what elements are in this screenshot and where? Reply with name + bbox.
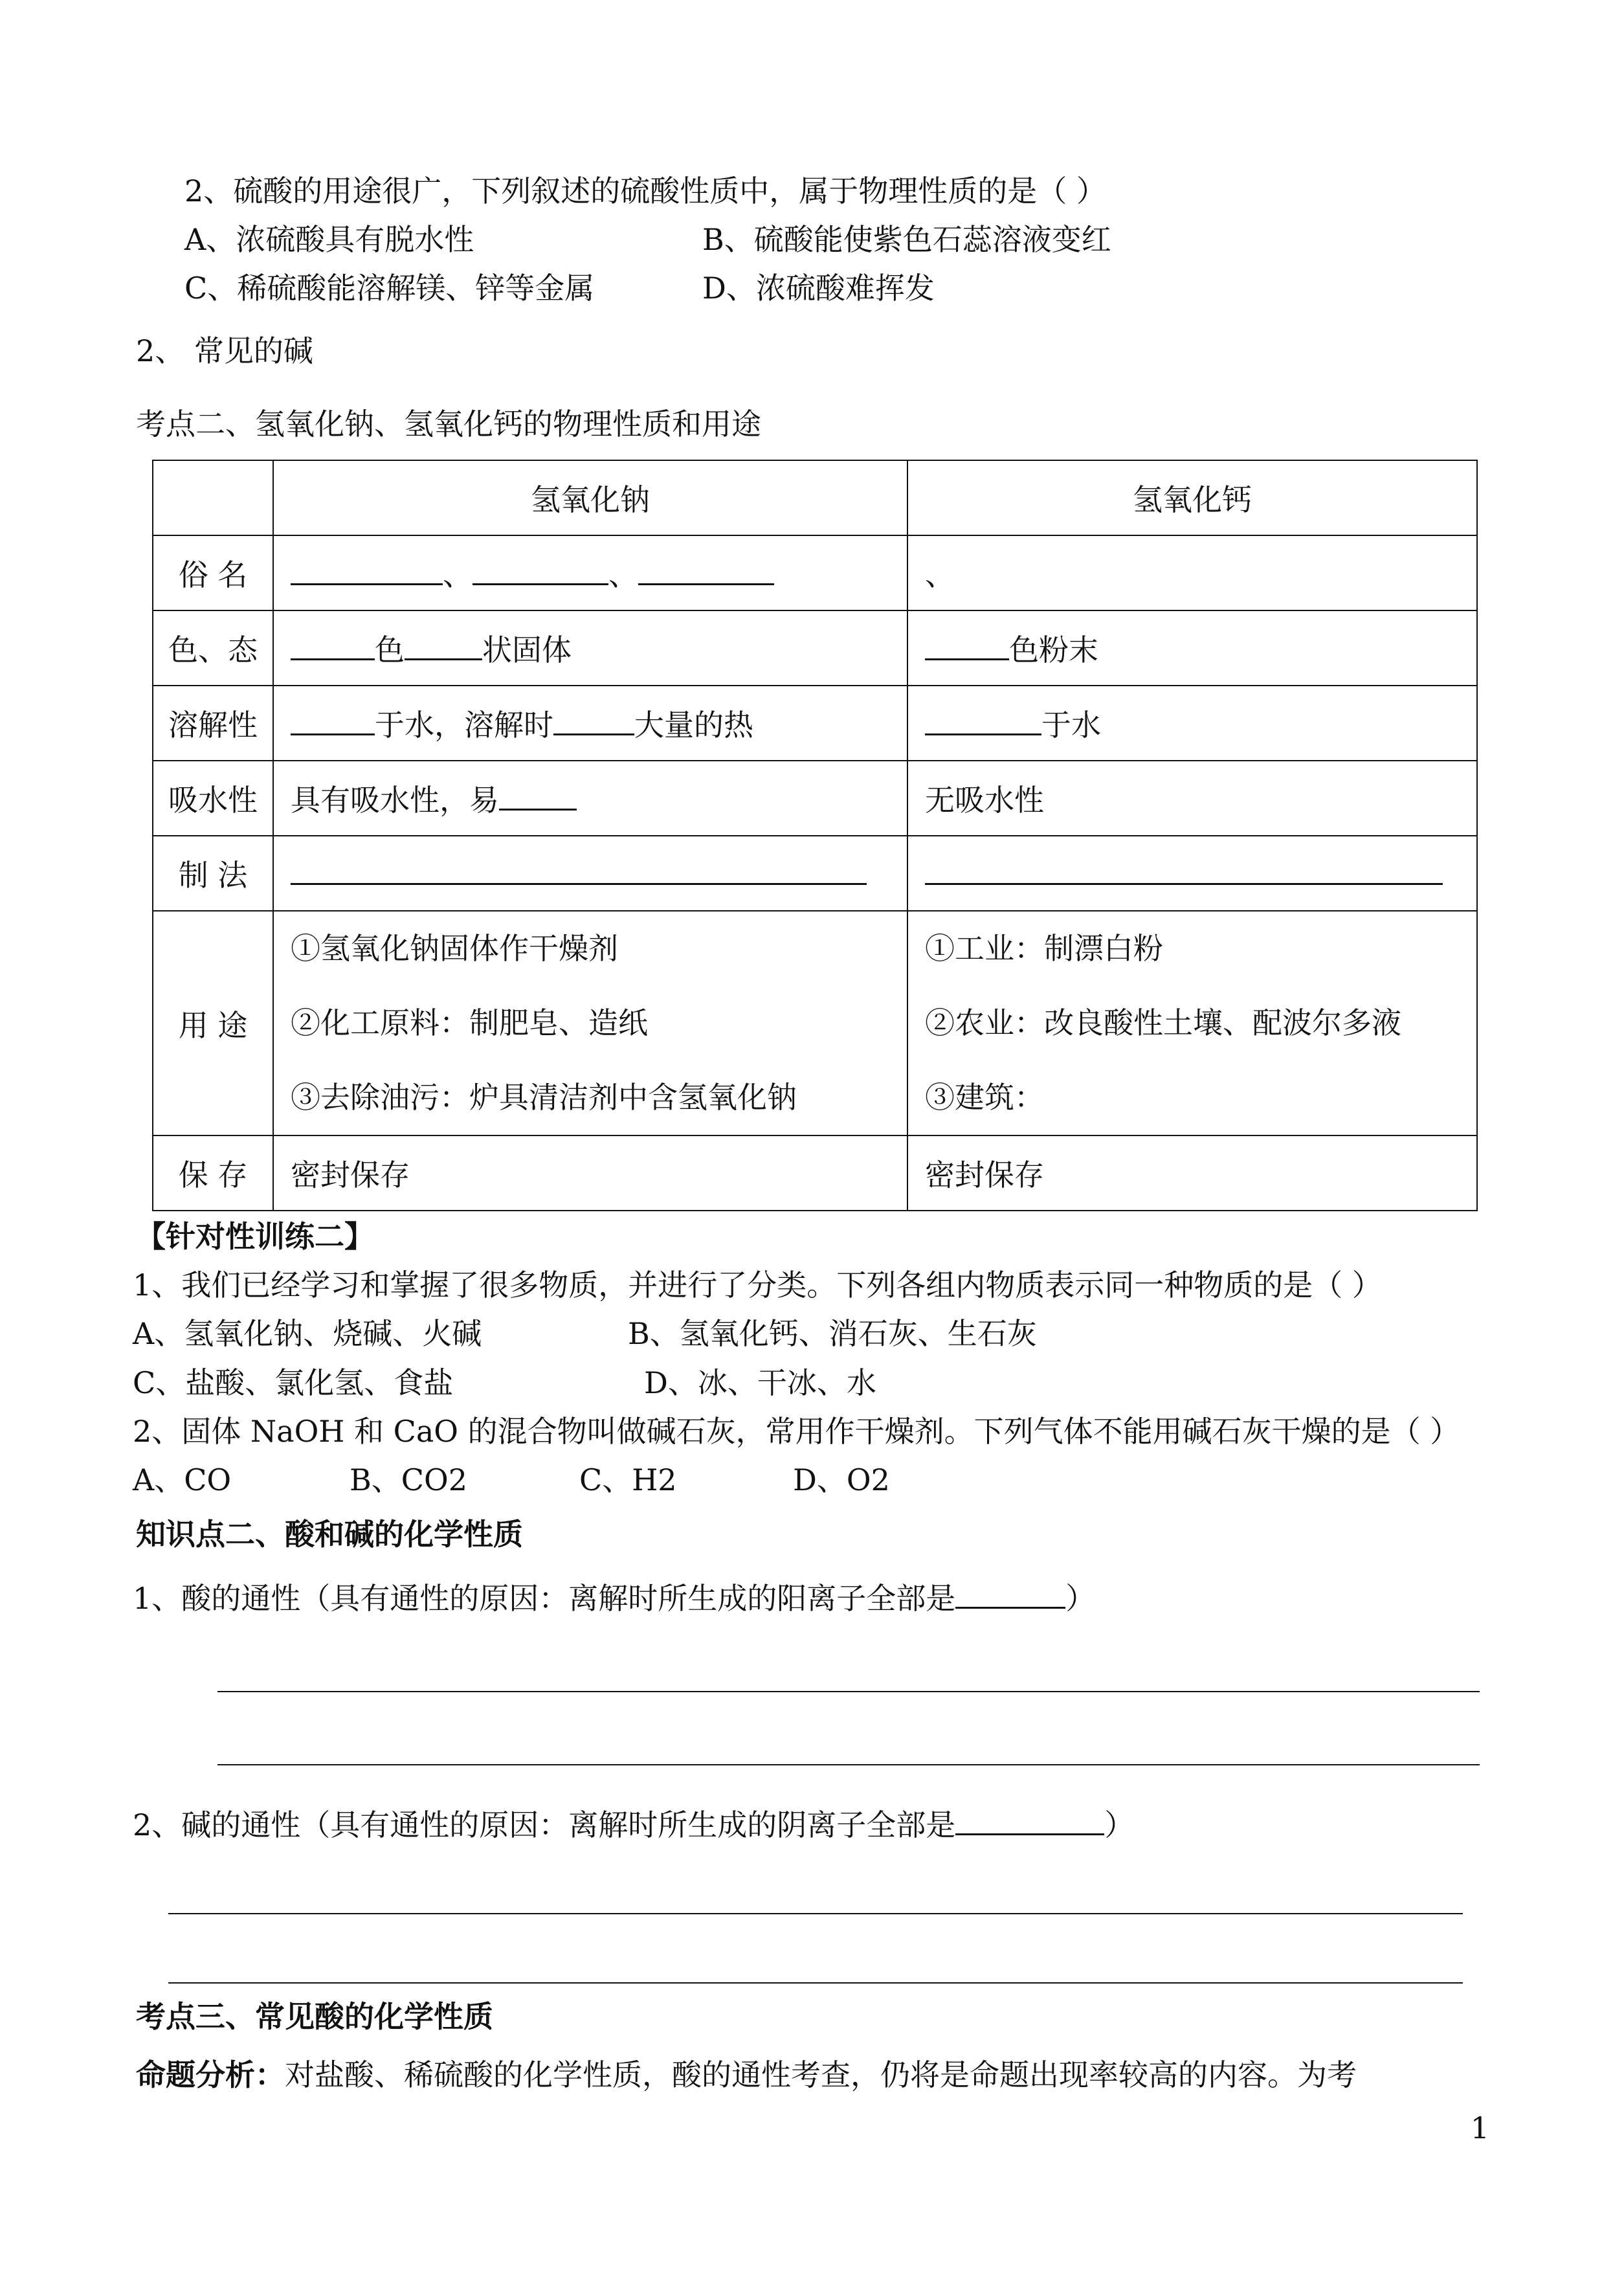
acid-general-prompt: 1、酸的通性（具有通性的原因：离解时所生成的阳离子全部是 ） (133, 1578, 1095, 1618)
use-item: ②农业：改良酸性土壤、配波尔多液 (925, 1005, 1401, 1040)
properties-table (152, 460, 1478, 1211)
cell-naoh-common-name: 、 、 (273, 535, 907, 610)
row-label-method: 制 法 (153, 836, 273, 911)
fill-blank (405, 630, 482, 660)
cell-caoh-absorb: 无吸水性 (907, 761, 1477, 836)
header-naoh: 氢氧化钠 (273, 460, 907, 535)
fill-blank (955, 1805, 1104, 1835)
answer-line (168, 1982, 1463, 1984)
fill-blank (553, 705, 634, 735)
cell-naoh-solubility: 于水，溶解时 大量的热 (273, 686, 907, 761)
fill-blank (638, 555, 774, 585)
use-item: ③去除油污：炉具清洁剂中含氢氧化钠 (291, 1080, 797, 1115)
base-general-prompt: 2、碱的通性（具有通性的原因：离解时所生成的阴离子全部是 ） (133, 1805, 1134, 1844)
cell-caoh-uses (907, 911, 1477, 1135)
fill-blank (499, 780, 577, 811)
row-label-storage: 保 存 (153, 1135, 273, 1211)
cell-caoh-storage: 密封保存 (907, 1135, 1477, 1211)
fill-blank (291, 705, 375, 735)
section-heading: 2、 常见的碱 (136, 333, 313, 368)
use-item: ②化工原料：制肥皂、造纸 (291, 1005, 648, 1040)
fill-blank (291, 555, 443, 585)
header-caoh: 氢氧化钙 (907, 460, 1477, 535)
use-item: ①工业：制漂白粉 (925, 931, 1163, 966)
use-item: ③建筑： (925, 1080, 1044, 1115)
option-a: A、CO (133, 1462, 232, 1497)
cell-caoh-common-name: 、 (907, 535, 1477, 610)
answer-line (217, 1764, 1480, 1765)
option-c: C、H2 (579, 1462, 677, 1497)
use-item: ①氢氧化钠固体作干燥剂 (291, 931, 618, 966)
header-empty (153, 460, 273, 535)
training-title: 【针对性训练二】 (136, 1219, 374, 1254)
cell-caoh-solubility: 于水 (907, 686, 1477, 761)
option-b: B、硫酸能使紫色石蕊溶液变红 (702, 222, 1111, 257)
fill-blank (925, 630, 1009, 660)
option-a: A、氢氧化钠、烧碱、火碱 (133, 1316, 482, 1351)
kaodian-title: 考点二、氢氧化钠、氢氧化钙的物理性质和用途 (136, 407, 761, 442)
option-b: B、氢氧化钙、消石灰、生石灰 (628, 1316, 1037, 1351)
answer-line (217, 1691, 1480, 1692)
fill-blank (925, 705, 1041, 735)
option-d: D、O2 (793, 1462, 890, 1497)
fill-blank (955, 1578, 1065, 1609)
fill-blank (291, 855, 867, 885)
cell-naoh-absorb: 具有吸水性，易 (273, 761, 907, 836)
option-d: D、冰、干冰、水 (644, 1365, 876, 1400)
row-label-color-state: 色、态 (153, 610, 273, 686)
cell-naoh-color-state: 色 状固体 (273, 610, 907, 686)
page-number: 1 (1470, 2110, 1489, 2145)
row-label-solubility: 溶解性 (153, 686, 273, 761)
cell-naoh-uses (273, 911, 907, 1135)
fill-blank (925, 855, 1443, 885)
cell-caoh-color-state: 色粉末 (907, 610, 1477, 686)
row-label-absorb: 吸水性 (153, 761, 273, 836)
option-c: C、盐酸、氯化氢、食盐 (133, 1365, 454, 1400)
option-a: A、浓硫酸具有脱水性 (184, 222, 474, 257)
option-d: D、浓硫酸难挥发 (702, 271, 935, 306)
question-stem: 1、我们已经学习和掌握了很多物质，并进行了分类。下列各组内物质表示同一种物质的是（ ） (133, 1268, 1382, 1303)
question-stem: 2、固体 NaOH 和 CaO 的混合物叫做碱石灰，常用作干燥剂。下列气体不能用碱石灰干燥的是（ ） (133, 1414, 1460, 1449)
row-label-common-name: 俗 名 (153, 535, 273, 610)
cell-naoh-method (273, 836, 907, 911)
fill-blank (473, 555, 608, 585)
option-b: B、CO2 (350, 1462, 467, 1497)
analysis-paragraph: 命题分析：对盐酸、稀硫酸的化学性质，酸的通性考查，仍将是命题出现率较高的内容。为考 (136, 2057, 1357, 2092)
cell-caoh-method (907, 836, 1477, 911)
option-c: C、稀硫酸能溶解镁、锌等金属 (184, 271, 595, 306)
cell-naoh-storage: 密封保存 (273, 1135, 907, 1211)
fill-blank (291, 630, 375, 660)
answer-line (168, 1913, 1463, 1914)
row-label-uses: 用 途 (153, 911, 273, 1135)
kaodian-title: 考点三、常见酸的化学性质 (136, 1999, 493, 2034)
knowledge-title: 知识点二、酸和碱的化学性质 (136, 1517, 523, 1552)
question-stem: 2、硫酸的用途很广，下列叙述的硫酸性质中，属于物理性质的是（ ） (184, 173, 1106, 208)
